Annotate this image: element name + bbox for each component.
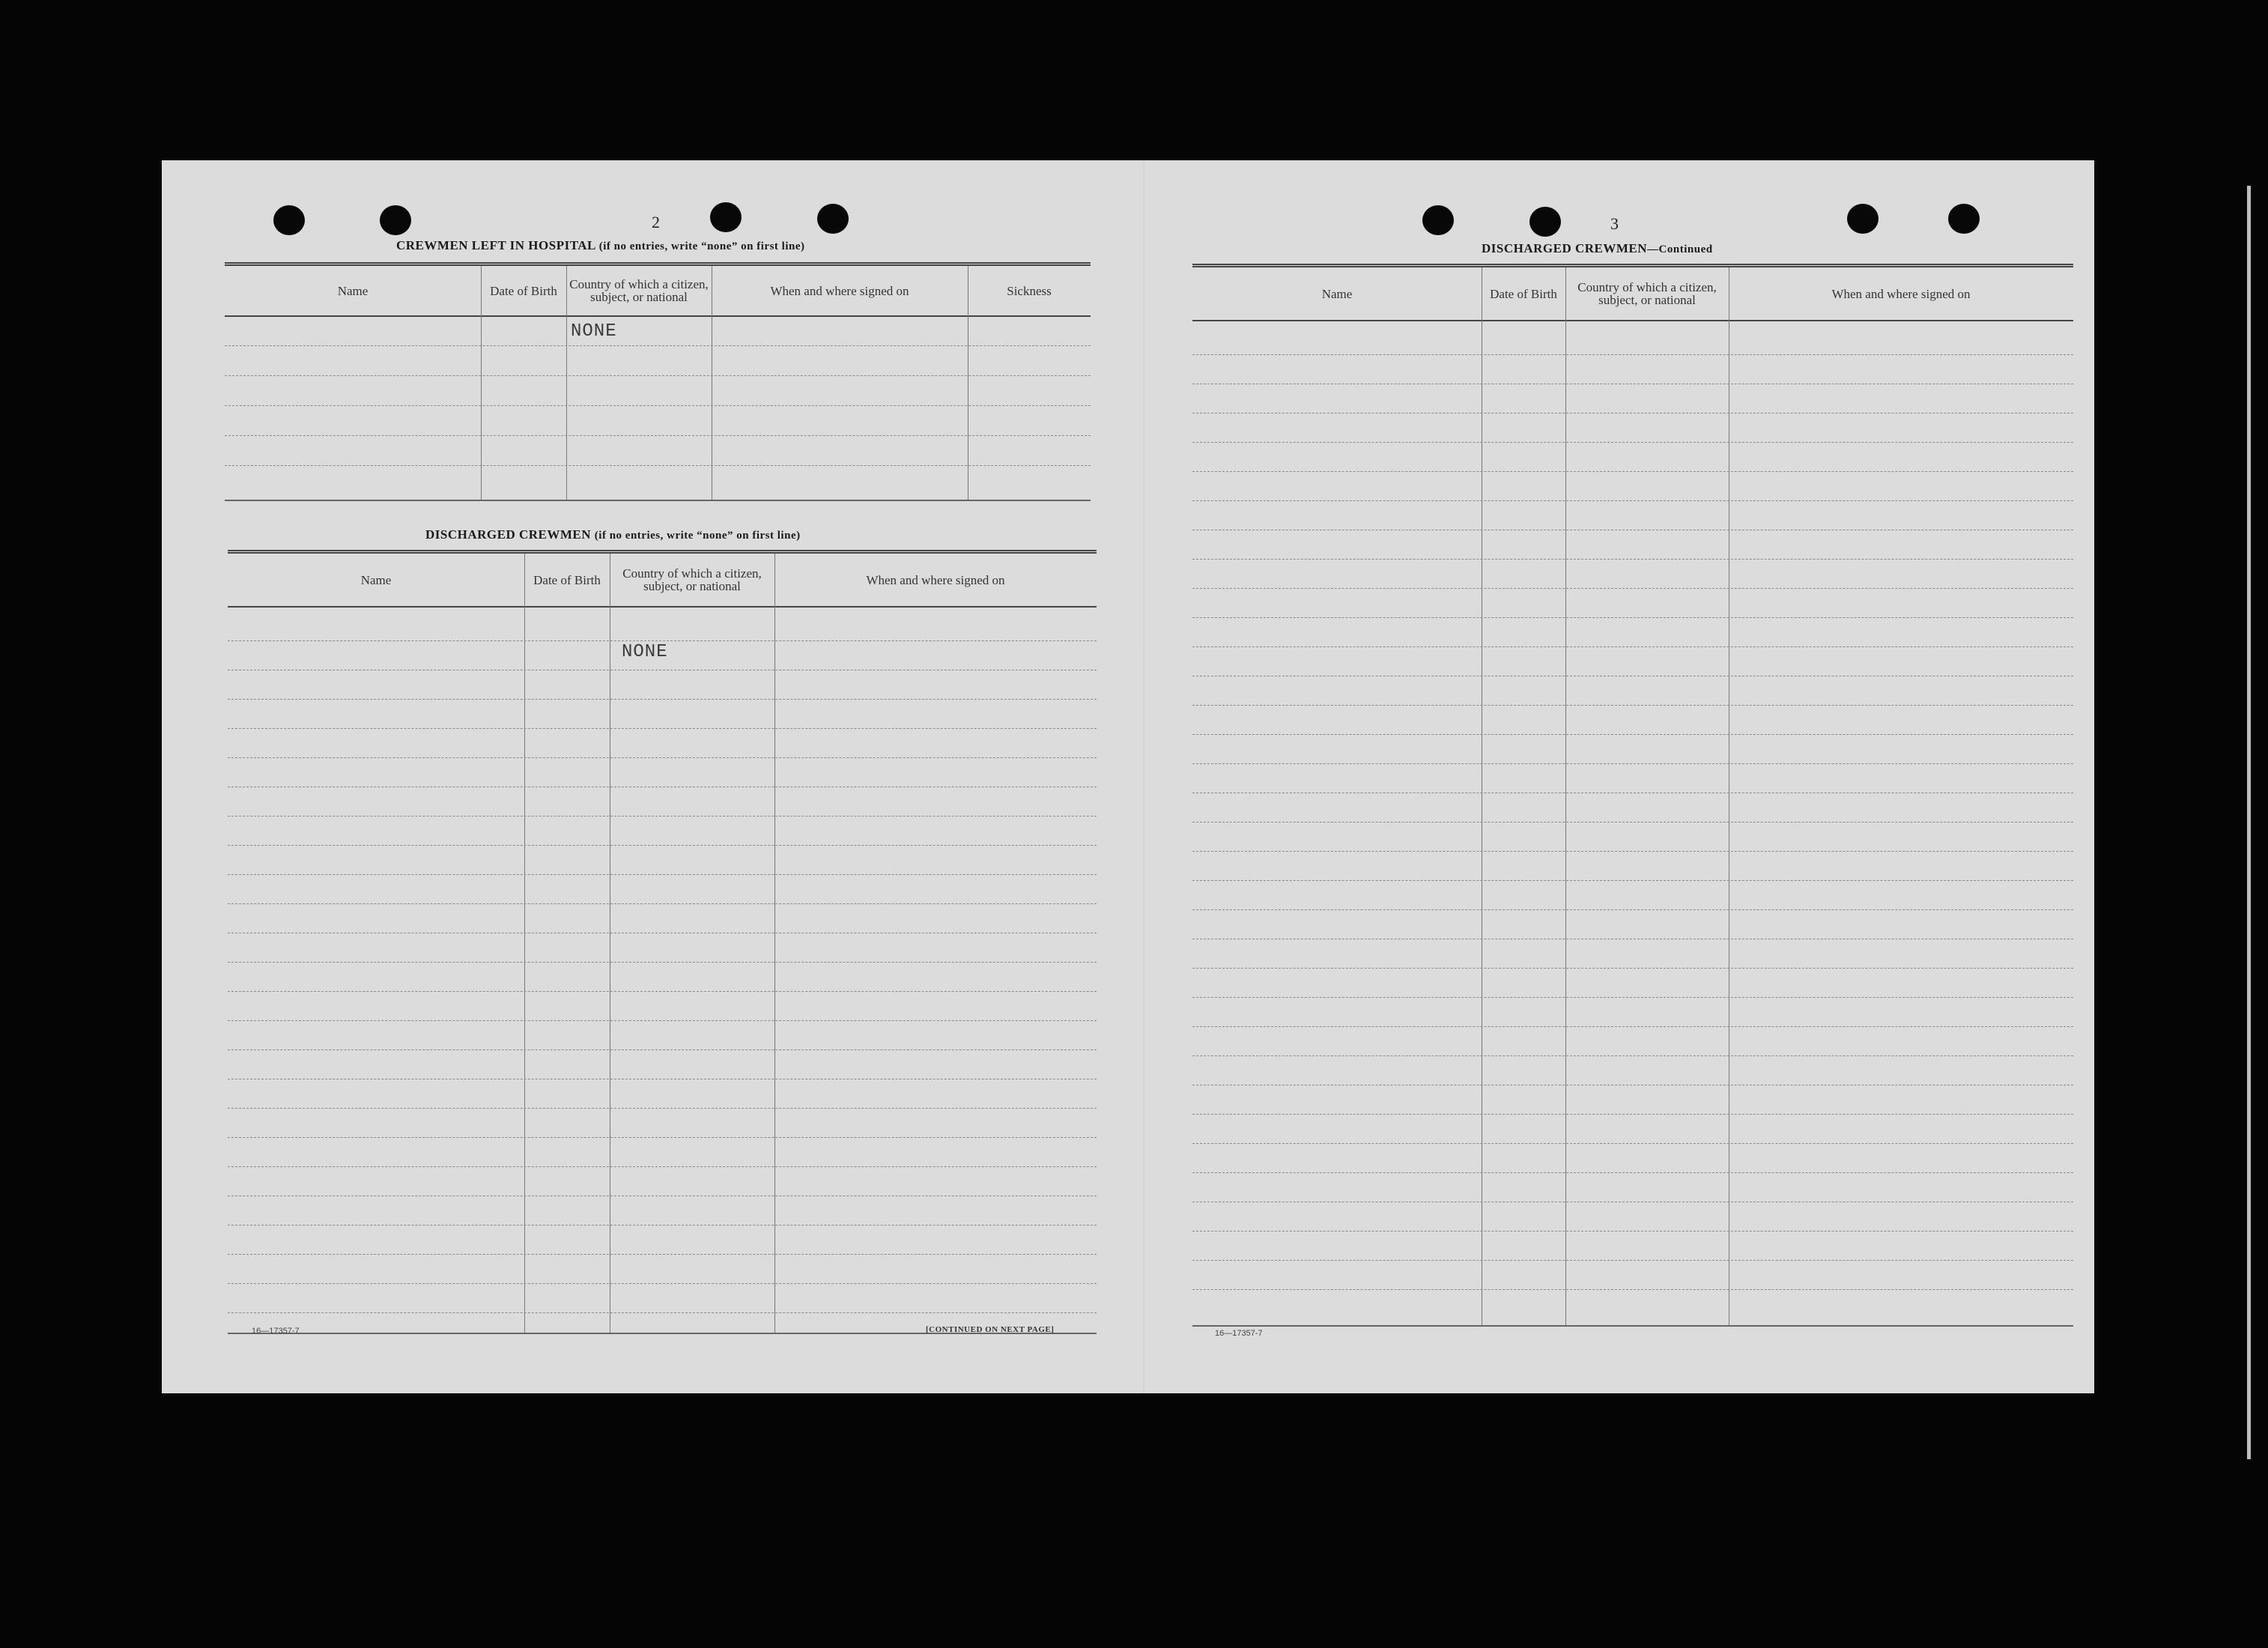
- hospital-table-header: [225, 266, 1091, 317]
- hospital-title-text: CREWMEN LEFT IN HOSPITAL: [396, 238, 595, 252]
- entry-line: [228, 1049, 1097, 1050]
- entry-line: [1192, 617, 2073, 618]
- entry-line: [1192, 442, 2073, 443]
- column-divider: [524, 554, 525, 1333]
- entry-line: [228, 1020, 1097, 1021]
- discharged-section-title: [425, 527, 801, 542]
- punch-hole: [1948, 204, 1980, 234]
- punch-hole: [1422, 205, 1454, 235]
- entry-line: [225, 465, 1091, 466]
- entry-line: [1192, 1114, 2073, 1115]
- page-number-right: 3: [1610, 214, 1619, 233]
- entry-line: [228, 1108, 1097, 1109]
- entry-line: [1192, 763, 2073, 764]
- column-header-name: Name: [337, 283, 369, 298]
- hospital-table: [225, 262, 1091, 501]
- entry-line: [228, 845, 1097, 846]
- form-code-right: 16—17357-7: [1215, 1329, 1263, 1338]
- column-header-signed-on: When and where signed on: [866, 572, 1005, 587]
- column-header-signed-on: When and where signed on: [770, 283, 909, 298]
- entry-line: [228, 640, 1097, 641]
- entry-line: [225, 375, 1091, 376]
- hospital-title-note: (if no entries, write “none” on first line): [598, 240, 805, 252]
- entry-line: [1192, 705, 2073, 706]
- continued-title-suffix: —Continued: [1647, 243, 1713, 255]
- punch-hole: [710, 202, 742, 232]
- entry-line: [1192, 880, 2073, 881]
- entry-line: [1192, 1231, 2073, 1232]
- entry-line: [228, 1225, 1097, 1226]
- discharged-title-text: DISCHARGED CREWMEN: [425, 527, 592, 542]
- entry-line: [228, 991, 1097, 992]
- hospital-none-entry: NONE: [571, 321, 617, 342]
- discharged-table: [228, 550, 1097, 1334]
- entry-line: [1192, 1143, 2073, 1144]
- entry-line: [225, 405, 1091, 406]
- discharged-table-header: [228, 554, 1097, 608]
- column-divider: [1565, 267, 1566, 1325]
- discharged-none-entry: NONE: [622, 642, 668, 662]
- entry-line: [1192, 354, 2073, 355]
- page-number-left: 2: [652, 213, 660, 231]
- punch-hole: [1847, 204, 1879, 234]
- entry-line: [1192, 1172, 2073, 1173]
- column-header-signed-on: When and where signed on: [1831, 286, 1971, 301]
- column-header-country: Country of which a citizen, subject, or national: [569, 277, 709, 304]
- discharged-continued-table: [1192, 264, 2073, 1327]
- discharged-title-note: (if no entries, write “none” on first line): [594, 530, 801, 542]
- entry-line: [228, 757, 1097, 758]
- entry-line: [228, 962, 1097, 963]
- entry-line: [1192, 997, 2073, 998]
- entry-line: [228, 816, 1097, 817]
- entry-line: [1192, 471, 2073, 472]
- entry-line: [228, 699, 1097, 700]
- entry-line: [1192, 1289, 2073, 1290]
- entry-line: [1192, 851, 2073, 852]
- column-header-country: Country of which a citizen, subject, or national: [1577, 280, 1717, 307]
- punch-hole: [1529, 207, 1561, 237]
- discharged-continued-title: [1482, 241, 1713, 256]
- column-header-sickness: Sickness: [1007, 283, 1052, 298]
- punch-hole: [380, 205, 411, 235]
- entry-line: [228, 1137, 1097, 1138]
- entry-line: [1192, 559, 2073, 560]
- entry-line: [228, 1283, 1097, 1284]
- continued-title-text: DISCHARGED CREWMEN: [1482, 241, 1648, 255]
- page-fold: [1143, 160, 1144, 1393]
- entry-line: [1192, 734, 2073, 735]
- entry-line: [1192, 646, 2073, 647]
- entry-line: [228, 903, 1097, 904]
- entry-line: [1192, 1055, 2073, 1056]
- entry-line: [228, 1166, 1097, 1167]
- punch-hole: [273, 205, 305, 235]
- entry-line: [1192, 500, 2073, 501]
- document-sheet: [162, 160, 2094, 1393]
- column-header-name: Name: [360, 572, 392, 587]
- punch-hole: [817, 204, 849, 234]
- column-header-date-of-birth: Date of Birth: [490, 283, 557, 298]
- entry-line: [1192, 1260, 2073, 1261]
- entry-line: [228, 1312, 1097, 1313]
- continued-footer-note: [CONTINUED ON NEXT PAGE]: [926, 1325, 1055, 1334]
- hospital-section-title: [396, 238, 805, 253]
- column-divider: [774, 554, 775, 1333]
- entry-line: [1192, 1026, 2073, 1027]
- entry-line: [1192, 822, 2073, 823]
- continued-table-header: [1192, 267, 2073, 321]
- entry-line: [1192, 968, 2073, 969]
- column-header-date-of-birth: Date of Birth: [1490, 286, 1557, 301]
- entry-line: [225, 345, 1091, 346]
- entry-line: [1192, 588, 2073, 589]
- scanner-edge: [2247, 186, 2251, 1459]
- form-code-left: 16—17357-7: [252, 1327, 300, 1336]
- column-header-name: Name: [1321, 286, 1353, 301]
- entry-line: [228, 728, 1097, 729]
- entry-line: [228, 874, 1097, 875]
- entry-line: [1192, 909, 2073, 910]
- entry-line: [225, 435, 1091, 436]
- column-header-date-of-birth: Date of Birth: [533, 572, 601, 587]
- entry-line: [228, 1254, 1097, 1255]
- column-header-country: Country of which a citizen, subject, or national: [622, 566, 762, 593]
